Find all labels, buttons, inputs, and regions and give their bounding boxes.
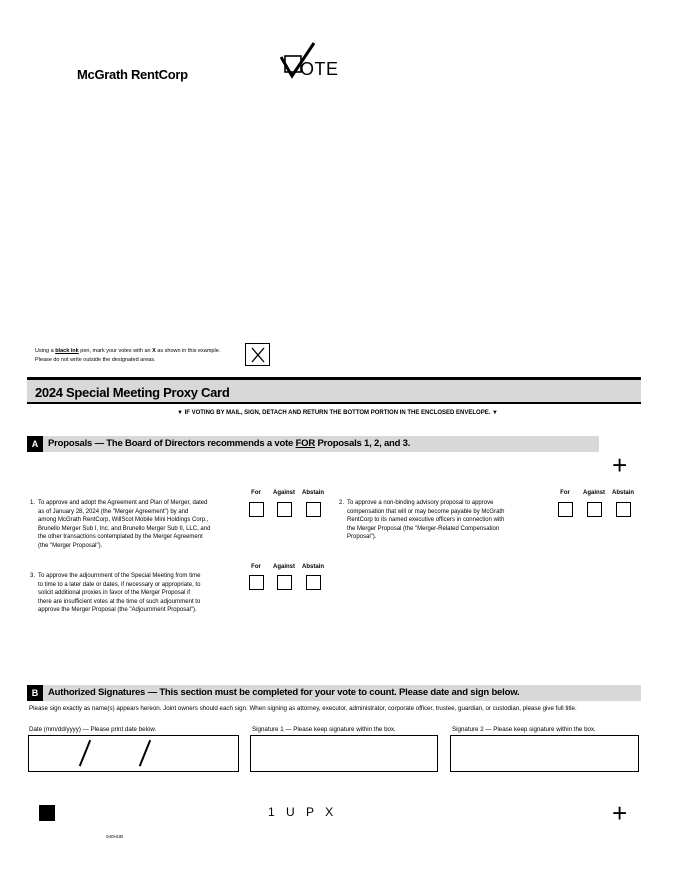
col-for-p1: For [251,490,261,496]
proxy-card-title: 2024 Special Meeting Proxy Card [35,385,230,400]
col-abstain-p1: Abstain [301,490,324,496]
proposal-3-line: approve the Merger Proposal (the "Adjournment Proposal"). [38,607,197,614]
company-name: McGrath RentCorp [77,67,188,82]
col-against-p1: Against [272,490,295,496]
instr-mid: pen, mark your votes with an [78,348,153,354]
vote-logo [280,42,344,80]
col-against-p3: Against [272,564,295,570]
mail-instruction: ▼ IF VOTING BY MAIL, SIGN, DETACH AND RETURN THE BOTTOM PORTION IN THE ENCLOSED ENVELOPE. ▼ [176,410,498,416]
section-a-title-suffix: Proposals 1, 2, and 3. [315,438,411,449]
proposal-1-line: among McGrath RentCorp, WillScot Mobile Mini Holdings Corp., [38,517,209,524]
proxy-card-title-bar [27,377,641,404]
proposal-1-number: 1. [30,500,36,506]
proposal-1-line: as of January 28, 2024 (the "Merger Agreement") by and [38,508,189,515]
col-for-p2: For [560,490,570,496]
proposal-1-text [38,499,210,551]
proposal-3-text [38,572,200,615]
signature-1-label: Signature 1 — Please keep signature within the box. [252,726,396,733]
instr-mark: X [152,348,156,354]
proposal-3-against-checkbox[interactable] [277,575,292,590]
proposal-3-line: solicit additional proxies in favor of the Merger Proposal if [38,590,191,597]
instr-black-ink: black ink [55,348,79,354]
col-abstain-p3: Abstain [301,564,324,570]
section-b-header [27,685,641,701]
col-against-p2: Against [582,490,605,496]
proposal-3-line: To approve the adjournment of the Special Meeting from time [38,573,201,579]
proposal-1-abstain-checkbox[interactable] [306,502,321,517]
proposal-1-against-checkbox[interactable] [277,502,292,517]
proposal-2-abstain-checkbox[interactable] [616,502,631,517]
section-a-title-for: FOR [295,438,316,449]
proposal-2-line: the Merger Proposal (the "Merger-Related Compensation [347,525,500,532]
section-a-title-prefix: Proposals — The Board of Directors recommends a vote [48,438,296,449]
marking-instructions [35,347,245,365]
signature-1-box[interactable] [250,735,438,772]
proposal-2-number: 2. [339,500,345,506]
instr-line2: Please do not write outside the designated areas. [35,357,156,363]
signature-2-box[interactable] [450,735,639,772]
signature-instruction: Please sign exactly as name(s) appears hereon. Joint owners should each sign. When signing as attorney, executor, administrator, corporate officer, trustee, guardian, or custodian, please give full title. [29,705,577,712]
section-b-title: Authorized Signatures — This section must be completed for your vote to count. Please date and sign below. [48,687,520,698]
proposal-3-line: there are insufficient votes at the time of such adjournment to [38,598,201,605]
registration-plus-icon: + [612,450,628,480]
registration-square-icon [39,805,55,821]
example-mark-box [245,343,270,366]
col-abstain-p2: Abstain [611,490,634,496]
signature-2-label: Signature 2 — Please keep signature within the box. [452,726,596,733]
proposal-1 [30,499,245,559]
proposal-2-line: RentCorp to its named executive officers in connection with [347,517,505,524]
proposal-3-line: to time to a later date or dates, if necessary or appropriate, to [38,581,201,588]
proposal-3-abstain-checkbox[interactable] [306,575,321,590]
proposal-2-line: Proposal"). [347,534,377,541]
proposal-2 [339,499,549,549]
proposal-2-text [347,499,504,542]
proposal-3-number: 3. [30,573,36,579]
proposal-2-line: compensation that will or may become payable by McGrath [347,508,505,515]
date-separator [139,740,151,767]
section-b-letter: B [27,685,43,701]
col-for-p3: For [251,564,261,570]
registration-plus-icon: + [612,798,628,828]
x-mark-icon [250,347,266,363]
section-a-title [48,438,410,449]
date-label: Date (mm/dd/yyyy) — Please print date below. [29,726,157,733]
proposal-2-against-checkbox[interactable] [587,502,602,517]
small-form-code: 040HUB [106,834,124,839]
proposal-1-line: (the "Merger Proposal"). [38,542,103,549]
section-a-header [27,436,599,452]
date-separator [79,740,91,767]
proposal-1-line: To approve and adopt the Agreement and Plan of Merger, dated [38,500,208,506]
instr-prefix: Using a [35,348,56,354]
date-input-box[interactable] [28,735,239,772]
proposal-1-line: Brunello Merger Sub I, Inc. and Brunello Merger Sub II, LLC, and [38,525,211,532]
vote-logo-text: OTE [300,59,339,79]
instr-suffix: as shown in this example. [155,348,221,354]
proposal-3-for-checkbox[interactable] [249,575,264,590]
proposal-3 [30,572,245,622]
proposal-1-line: the other transactions contemplated by the Merger Agreement [38,534,203,541]
proposal-2-line: To approve a non-binding advisory proposal to approve [347,500,494,506]
form-code: 1 U P X [268,805,338,819]
proposal-1-for-checkbox[interactable] [249,502,264,517]
section-a-letter: A [27,436,43,452]
proposal-2-for-checkbox[interactable] [558,502,573,517]
